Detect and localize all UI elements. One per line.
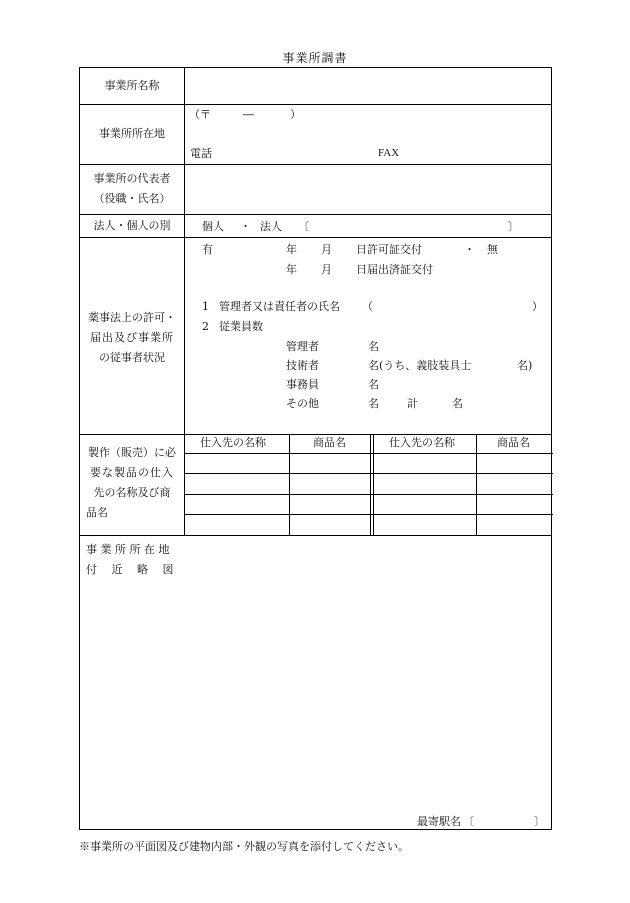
staff-unit-2: 名 [368,378,379,391]
supply-header-3: 商品名 [497,436,530,449]
supply-row-line-4 [184,514,553,515]
row-divider-license [80,237,551,238]
license-yes[interactable]: 有 [202,243,213,256]
supply-col-divider-2a [370,434,371,535]
staff-total: 計 [407,397,418,410]
type-individual[interactable]: 個人 [202,220,224,233]
supply-col-divider-1 [289,434,290,535]
item2-num: 2 [202,320,209,333]
license-year: 年 [286,243,297,256]
nearest-station-close: 〕 [534,815,545,828]
item1-label: 管理者又は責任者の氏名 [219,300,340,313]
staff-unit-1: 名(うち、義肢装具士 [368,359,472,372]
row-divider-address [80,104,551,105]
supply-row-line-1 [184,453,553,454]
staff-total-unit: 名 [452,397,463,410]
row-divider-type [80,214,551,215]
supply-header-1: 商品名 [313,436,346,449]
postal-dash: ― [243,108,254,121]
supply-row-line-2 [184,473,553,474]
staff-role-1: 技術者 [286,359,319,372]
supply-col-divider-2b [373,434,374,535]
footnote: ※事業所の平面図及び建物内部・外観の写真を添付してください。 [79,840,409,853]
license-no[interactable]: 無 [487,243,498,256]
label-map-line2: 付 近 略 図 [86,563,174,576]
supply-row-line-3 [184,494,553,495]
item1-open: （ [362,300,373,313]
staff-role-0: 管理者 [286,340,319,353]
staff-unit-0: 名 [368,340,379,353]
label-type: 法人・個人の別 [93,219,171,232]
license-month: 月 [321,243,332,256]
license-year2: 年 [286,263,297,276]
label-rep-line1: 事業所の代表者 [93,172,171,185]
license-dot: ・ [464,243,475,256]
label-address: 事業所所在地 [99,127,165,140]
supply-header-2: 仕入先の名称 [389,436,455,449]
staff-unit-3: 名 [368,397,379,410]
type-dot: ・ [240,220,251,233]
row-divider-rep [80,164,551,165]
postal-close: ） [290,108,301,121]
label-column-divider [184,68,185,535]
label-map-line1: 事 業 所 所 在 地 [86,543,170,556]
row-divider-map [80,535,551,536]
label-supply-line4: 品名 [86,506,108,519]
item1-close: ） [532,300,543,313]
staff-role-3: その他 [286,397,319,410]
type-bracket-close: 〕 [508,220,519,233]
postal-open: （〒 [189,108,211,121]
staff-role-2: 事務員 [286,378,319,391]
license-notice: 日届出済証交付 [356,263,433,276]
type-corporation[interactable]: 法人 [260,220,282,233]
item1-num: 1 [202,300,209,313]
label-supply-line3: 先の名称及び商 [93,486,171,499]
nearest-station-open: 〔 [463,815,474,828]
fax-label: FAX [378,147,400,159]
license-month2: 月 [321,263,332,276]
phone-label: 電話 [190,147,212,160]
license-permit: 日許可証交付 [356,243,422,256]
label-name: 事業所名称 [104,79,160,92]
label-license-line3: の従事者状況 [99,351,165,364]
label-license-line1: 薬事法上の許可・ [88,311,176,324]
form-frame [79,67,552,830]
supply-header-0: 仕入先の名称 [200,436,266,449]
label-supply-line1: 製作（販売）に必 [88,446,176,459]
label-supply-line2: 要な製品の仕入 [90,466,174,479]
staff-extra-1: 名) [517,359,533,372]
type-bracket-open: 〔 [298,220,309,233]
item2-label: 従業員数 [219,320,263,333]
map-area[interactable] [190,588,545,808]
label-license-line2: 届出及び事業所 [90,331,174,344]
nearest-station-label: 最寄駅名 [417,815,461,828]
row-divider-supply [80,434,551,435]
form-title: 事業所調書 [282,51,348,65]
name-field[interactable] [190,78,540,96]
label-rep-line2: （役職・氏名） [93,192,171,205]
supply-col-divider-3 [476,434,477,535]
